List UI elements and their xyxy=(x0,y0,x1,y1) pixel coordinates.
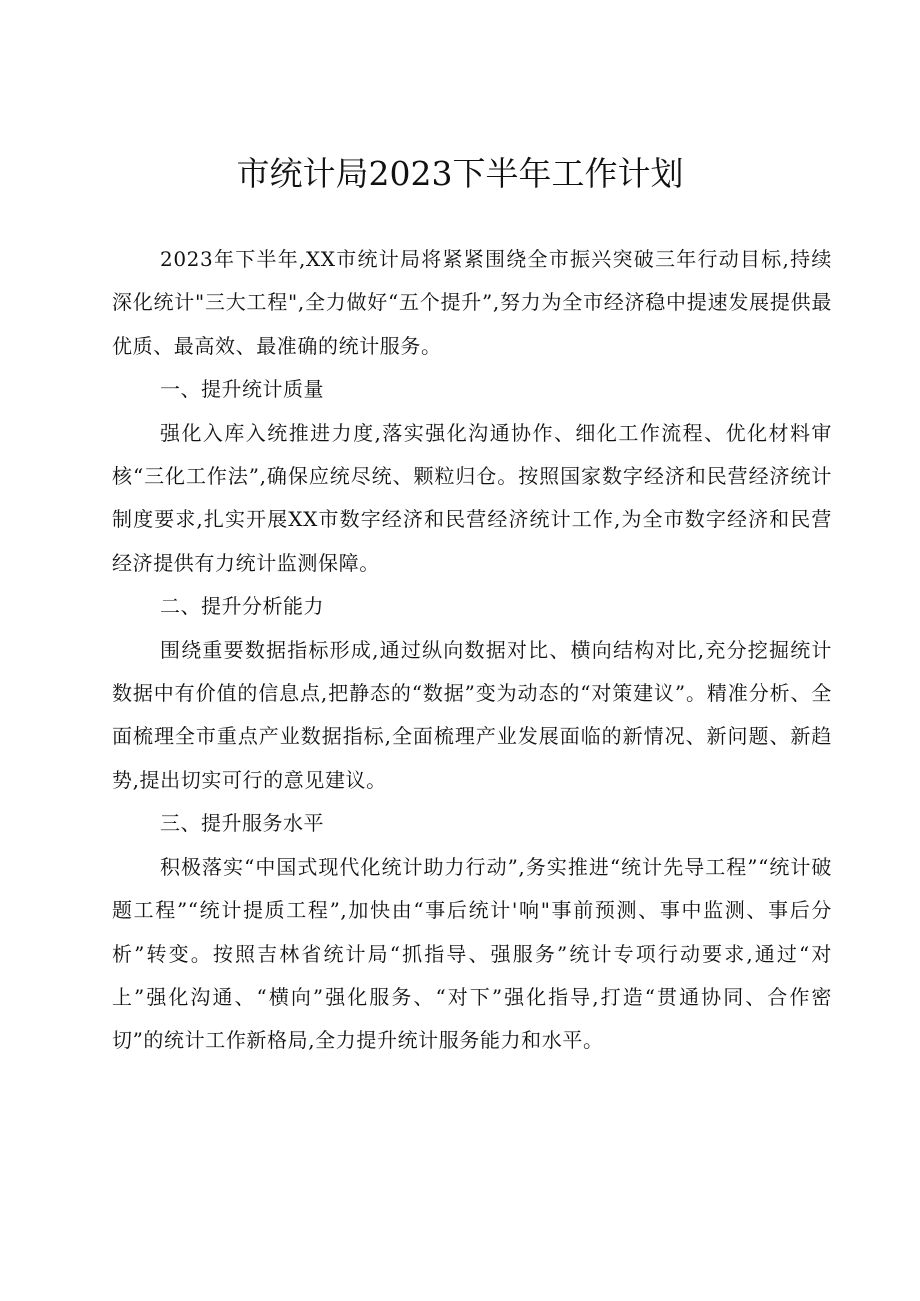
section-heading-analysis: 二、提升分析能力 xyxy=(160,594,324,619)
section-text-service: 积极落实“中国式现代化统计助力行动”,务实推进“统计先导工程”“统计破题工程”“统计提质工程”,加快由“事后统计'响"事前预测、事中监测、事后分析”转变。按照吉林省统计局“抓指导、强服务”统计专项行动要求,通过“对上”强化沟通、“横向”强化服务、“对下”强化指导,打造“贯通协同、合作密切”的统计工作新格局,全力提升统计服务能力和水平。 xyxy=(112,854,832,1053)
section-text-quality: 强化入库入统推进力度,落实强化沟通协作、细化工作流程、优化材料审核“三化工作法”,确保应统尽统、颗粒归仓。按照国家数字经济和民营经济统计制度要求,扎实开展XX市数字经济和民营经济统计工作,为全市数字经济和民营经济提供有力统计监测保障。 xyxy=(112,420,832,575)
document-title: 市统计局2023下半年工作计划 xyxy=(236,154,684,193)
intro-paragraph: 2023年下半年,XX市统计局将紧紧围绕全市振兴突破三年行动目标,持续深化统计"三大工程",全力做好“五个提升”,努力为全市经济稳中提速发展提供最优质、最高效、最准确的统计服务。 xyxy=(112,247,832,358)
section-heading-service: 三、提升服务水平 xyxy=(160,811,324,836)
section-heading-quality: 一、提升统计质量 xyxy=(160,377,324,402)
document-body xyxy=(112,238,832,1063)
section-text-analysis: 围绕重要数据指标形成,通过纵向数据对比、横向结构对比,充分挖掘统计数据中有价值的信息点,把静态的“数据”变为动态的“对策建议”。精准分析、全面梳理全市重点产业数据指标,全面梳理产业发展面临的新情况、新问题、新趋势,提出切实可行的意见建议。 xyxy=(112,637,832,792)
